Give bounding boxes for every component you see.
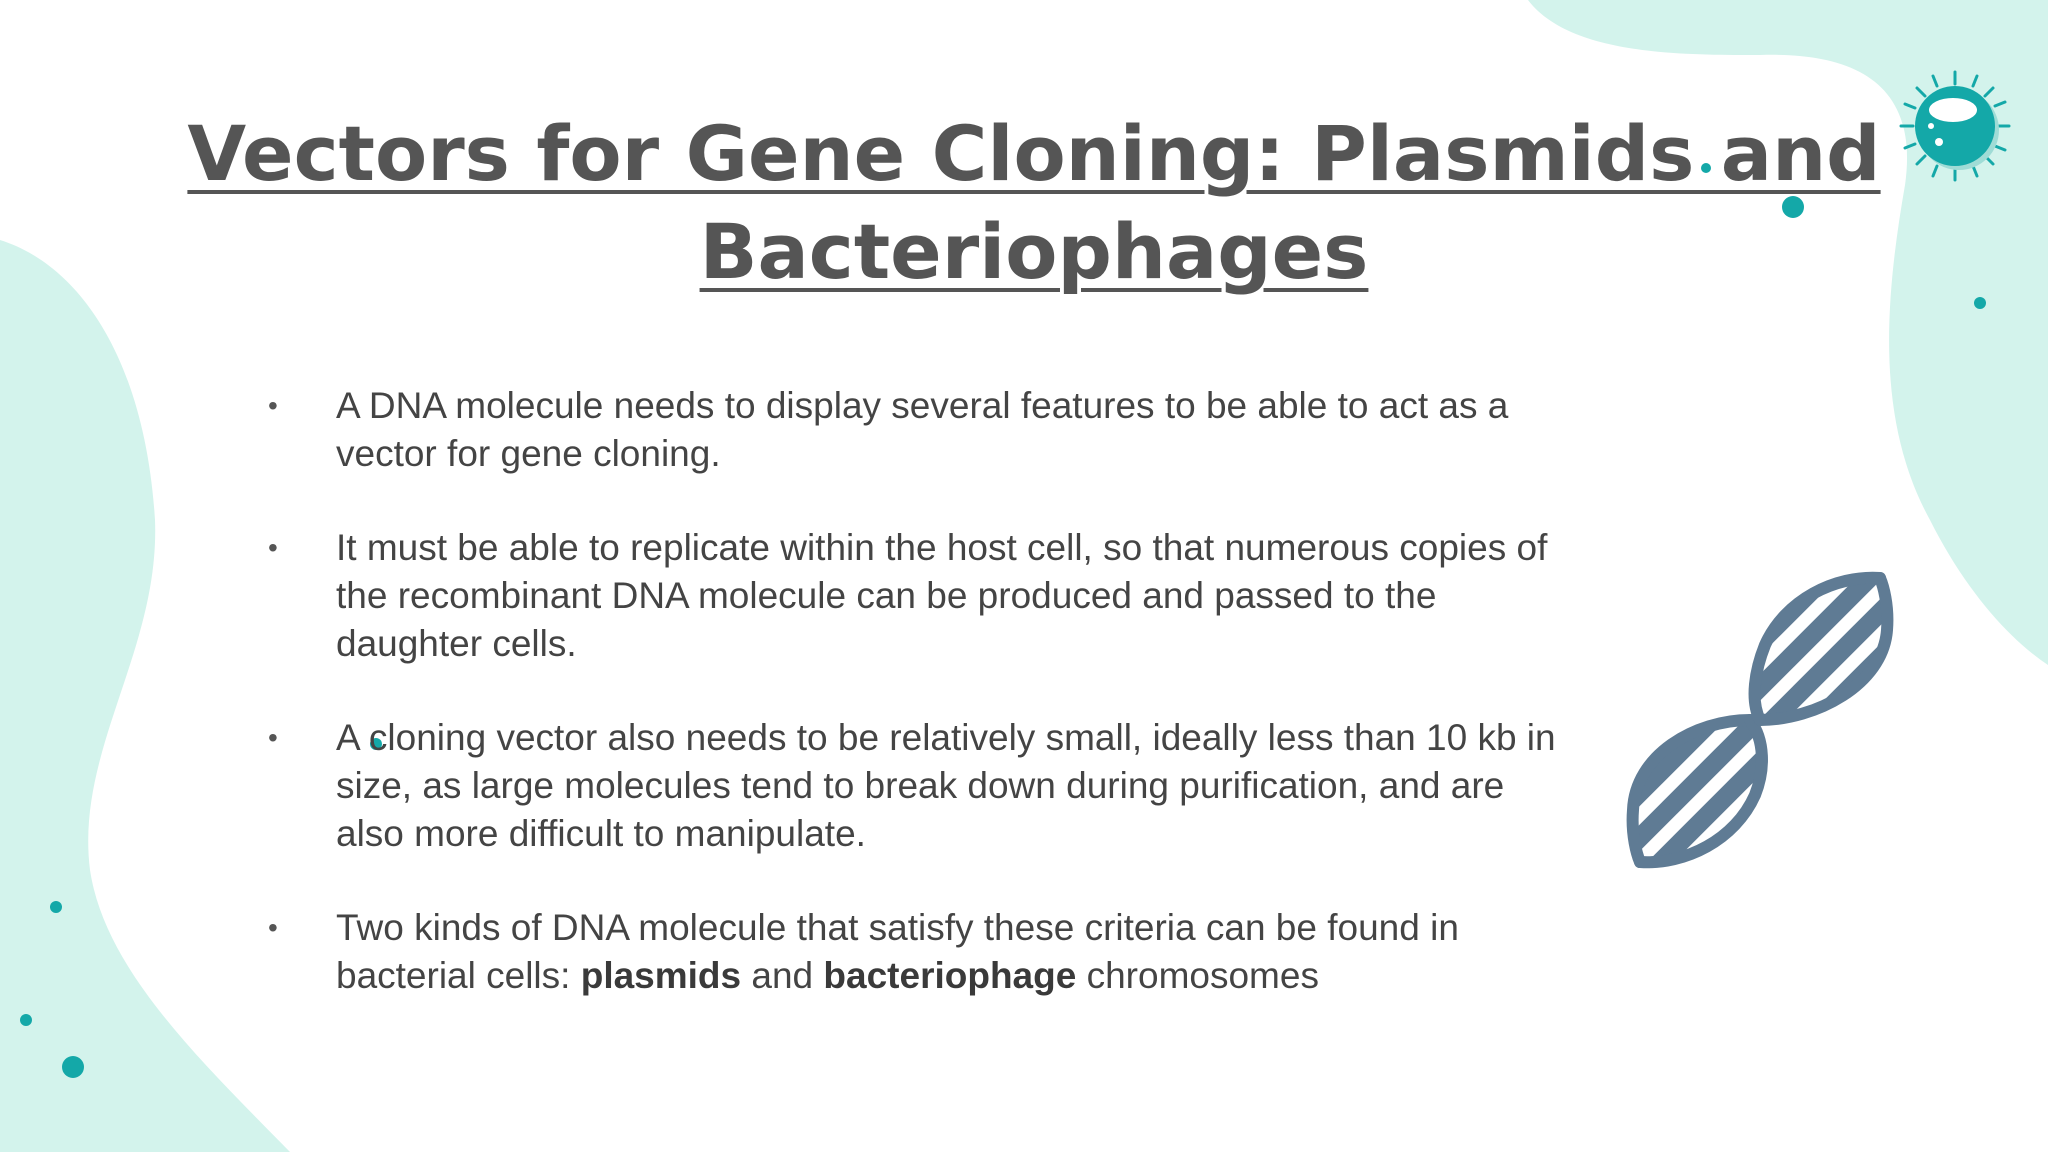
slide-title: Vectors for Gene Cloning: Plasmids and Bacteriophages (187, 109, 1881, 296)
bullet-marker: • (268, 722, 278, 753)
left-blob (0, 240, 290, 1152)
bullet-text (336, 904, 1558, 1000)
bullet-marker: • (268, 532, 278, 563)
bullet-item (268, 382, 1558, 478)
teal-dot (20, 1014, 32, 1026)
bullet-item (268, 714, 1558, 858)
bold-term-bacteriophage: bacteriophage (823, 955, 1077, 996)
bullet-text: A DNA molecule needs to display several features to be able to act as a vector for gene cloning. (336, 385, 1509, 474)
bullet-text-part: chromosomes (1076, 955, 1319, 996)
teal-dot (62, 1056, 84, 1078)
bullet-marker: • (268, 390, 278, 421)
bullet-marker: • (268, 912, 278, 943)
dna-helix-icon (1615, 570, 1905, 870)
teal-dot (50, 901, 62, 913)
teal-dot (1974, 297, 1986, 309)
bullet-text: It must be able to replicate within the host cell, so that numerous copies of the recombinant DNA molecule can be produced and passed to the daughter cells. (336, 527, 1548, 664)
bullet-text: A cloning vector also needs to be relatively small, ideally less than 10 kb in size, as large molecules tend to break down during purification, and are also more difficult to manipulate. (336, 717, 1556, 854)
virus-icon (1895, 66, 2015, 186)
bullet-item (268, 904, 1558, 1000)
bullet-text-part: and (741, 955, 824, 996)
bullet-item (268, 524, 1558, 668)
bullet-list (268, 382, 1558, 1046)
bold-term-plasmids: plasmids (580, 955, 742, 996)
bullet-text-part: Two kinds of DNA molecule that satisfy these criteria can be found in bacterial cells: (336, 907, 1459, 996)
